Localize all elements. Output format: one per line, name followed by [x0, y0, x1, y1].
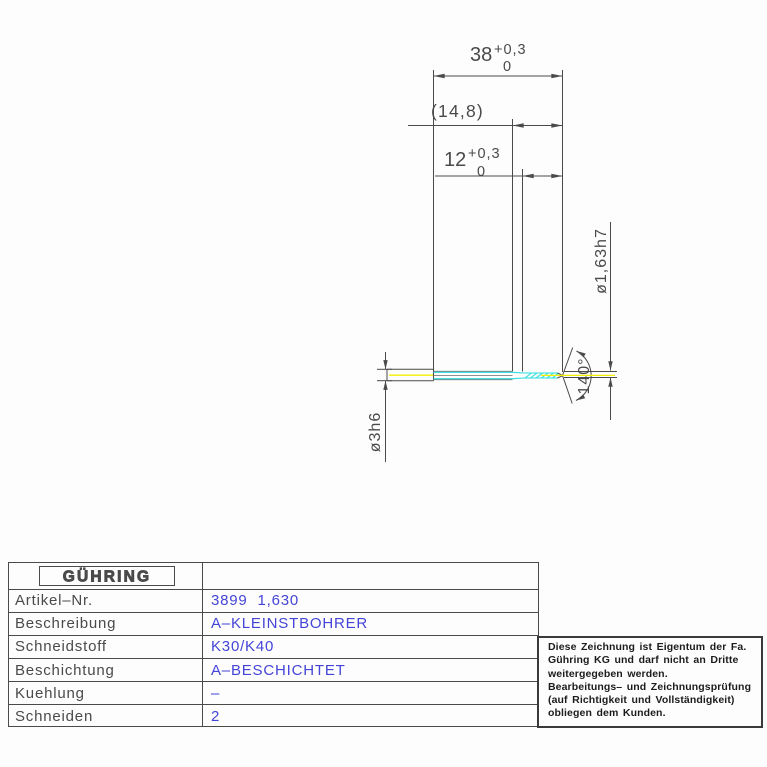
logo-row-empty-cell	[203, 563, 538, 589]
note-line: weitergegeben werden.	[548, 667, 668, 680]
table-label: Schneidstoff	[9, 636, 203, 658]
dim-flute-tol-minus: 0	[477, 164, 486, 180]
guehring-logo	[39, 566, 175, 586]
dim-flute-tol-plus: +0,3	[468, 146, 501, 162]
table-row	[9, 589, 538, 612]
dim-overall-value: 38	[470, 44, 493, 66]
dim-point-angle-label: 140°	[576, 357, 593, 395]
table-row	[9, 681, 538, 704]
spec-table	[8, 562, 539, 727]
table-value: 2	[211, 707, 221, 725]
dim-tip-diameter-label: ø1,63h7	[593, 228, 610, 294]
extension-lines	[377, 70, 617, 381]
dim-overall-tol-plus: +0,3	[494, 42, 527, 58]
table-row	[9, 635, 538, 658]
table-value: 3899 1,630	[211, 592, 300, 610]
table-label: Artikel–Nr.	[9, 590, 203, 612]
table-row	[9, 612, 538, 635]
dim-reference-value: (14,8)	[431, 101, 484, 121]
table-value: A–BESCHICHTET	[211, 661, 346, 679]
dimension-lines	[386, 76, 611, 462]
table-row	[9, 658, 538, 681]
svg-text:GÜHRING: GÜHRING	[62, 568, 152, 586]
note-line: Bearbeitungs– und Zeichnungsprüfung	[548, 680, 752, 693]
logo-row	[9, 563, 538, 589]
table-value: –	[211, 684, 221, 702]
table-label: Beschreibung	[9, 613, 203, 635]
dim-overall-tol-minus: 0	[503, 59, 512, 75]
ownership-note	[537, 636, 763, 728]
dim-shank-diameter-label: ø3h6	[367, 411, 384, 453]
table-row	[9, 704, 538, 727]
note-line: (auf Richtigkeit und Vollständigkeit)	[548, 694, 735, 707]
drill-body	[434, 371, 525, 379]
dim-flute-value: 12	[444, 149, 467, 171]
note-line: Gühring KG und darf nicht an Dritte	[548, 654, 739, 667]
table-label: Kuehlung	[9, 682, 203, 704]
note-line: Diese Zeichnung ist Eigentum der Fa.	[548, 641, 747, 653]
logo-cell	[9, 563, 203, 589]
table-label: Beschichtung	[9, 659, 203, 681]
note-line: obliegen dem Kunden.	[548, 707, 666, 720]
table-value: A–KLEINSTBOHRER	[211, 615, 369, 633]
table-value: K30/K40	[211, 638, 275, 656]
dimension-texts	[367, 42, 610, 452]
table-label: Schneiden	[9, 705, 203, 727]
guehring-logo-text	[41, 567, 173, 585]
